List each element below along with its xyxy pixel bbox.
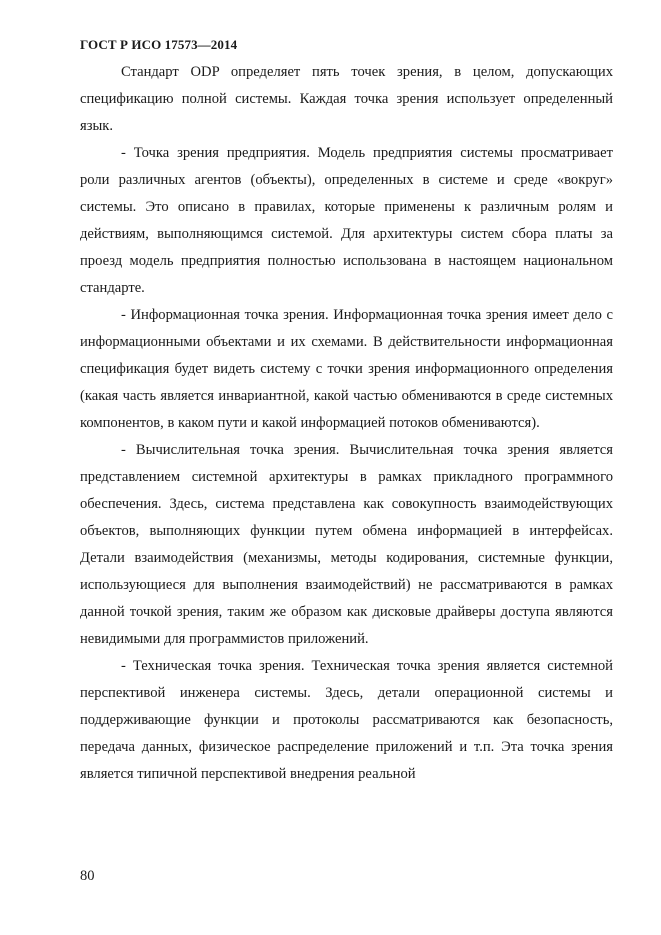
paragraph-intro: Стандарт ODP определяет пять точек зрения, в целом, допускающих спецификацию полной системы. Каждая точка зрения использует определенный язык. [80, 64, 613, 134]
paragraph-enterprise-viewpoint: - Точка зрения предприятия. Модель предприятия системы просматривает роли различных агентов (объекты), определенных в системе и среде «вокруг» системы. Это описано в правилах, которые применены к различным ролям и действиям, выполняющимся системой. Для архитектуры систем сбора платы за проезд модель предприятия полностью использована в настоящем национальном стандарте. [80, 145, 613, 296]
document-header: ГОСТ Р ИСО 17573—2014 [80, 37, 238, 52]
paragraph-computational-viewpoint: - Вычислительная точка зрения. Вычислительная точка зрения является представлением системной архитектуры в рамках прикладного программного обеспечения. Здесь, система представлена как совокупность взаимодействующих объектов, выполняющих функции путем обмена информацией в интерфейсах. Детали взаимодействия (механизмы, методы кодирования, системные функции, использующиеся для выполнения взаимодействий) не рассматриваются в рамках данной точкой зрения, таким же образом как дисковые драйверы доступа являются невидимыми для программистов приложений. [80, 442, 613, 647]
paragraph-technical-viewpoint: - Техническая точка зрения. Техническая точка зрения является системной перспективой инженера системы. Здесь, детали операционной системы и поддерживающие функции и протоколы рассматриваются как безопасность, передача данных, физическое распределение приложений и т.п. Эта точка зрения является типичной перспективой внедрения реальной [80, 658, 613, 782]
document-body [80, 59, 613, 788]
page-number: 80 [80, 868, 95, 884]
paragraph-information-viewpoint: - Информационная точка зрения. Информационная точка зрения имеет дело с информационными объектами и их схемами. В действительности информационная спецификация будет видеть систему с точки зрения информационного определения (какая часть является инвариантной, какой частью обмениваются в среде системных компонентов, в каком пути и какой информацией потоков обмениваются). [80, 307, 613, 431]
